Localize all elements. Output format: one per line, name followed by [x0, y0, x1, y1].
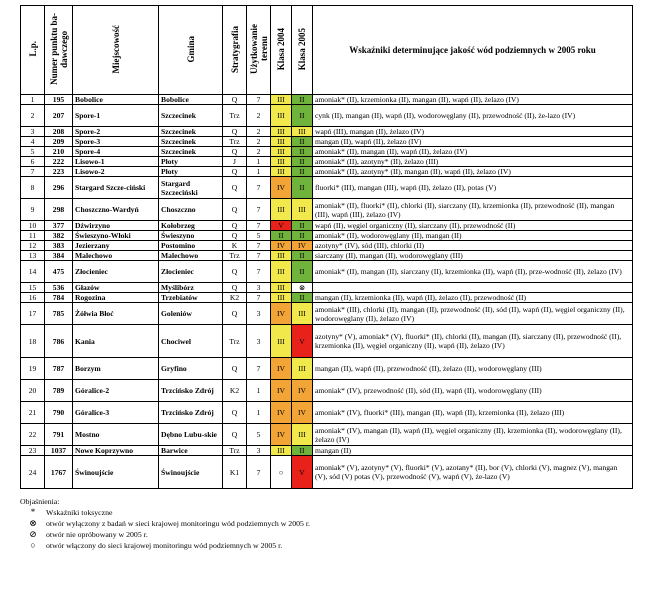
- cell-lp: 12: [21, 241, 45, 251]
- cell-class-2004: III: [271, 137, 292, 147]
- cell-indicators: amoniak* (II), krzemionka (II), mangan (II), wapń (II), żelazo (IV): [313, 95, 633, 105]
- cell-land-use: 1: [247, 157, 271, 167]
- cell-commune: Barwice: [159, 446, 223, 456]
- legend-item: [20, 507, 632, 518]
- cell-stratigraphy: Trz: [223, 105, 247, 127]
- cell-land-use: 7: [247, 358, 271, 380]
- table-row: [21, 456, 633, 489]
- cell-lp: 23: [21, 446, 45, 456]
- cell-place: Lisowo-2: [73, 167, 159, 177]
- cell-point-number: 296: [45, 177, 73, 199]
- cell-land-use: 7: [247, 251, 271, 261]
- cell-class-2005: III: [292, 358, 313, 380]
- cell-place: Bobolice: [73, 95, 159, 105]
- header-class-2005: Klasa 2005: [292, 6, 313, 95]
- cell-place: Spore-1: [73, 105, 159, 127]
- legend-text: Wskaźniki toksyczne: [46, 508, 113, 517]
- cell-indicators: azotyny* (IV), sód (III), chlorki (II): [313, 241, 633, 251]
- cell-class-2004: II: [271, 231, 292, 241]
- cell-class-2004: IV: [271, 380, 292, 402]
- cell-point-number: 475: [45, 261, 73, 283]
- cell-point-number: 787: [45, 358, 73, 380]
- cell-class-2005: III: [292, 303, 313, 325]
- cell-class-2005: II: [292, 105, 313, 127]
- cell-land-use: 1: [247, 402, 271, 424]
- cell-commune: Kołobrzeg: [159, 221, 223, 231]
- cell-point-number: 210: [45, 147, 73, 157]
- cell-place: Kania: [73, 325, 159, 358]
- cell-point-number: 209: [45, 137, 73, 147]
- table-row: [21, 231, 633, 241]
- cell-land-use: 7: [247, 261, 271, 283]
- cell-class-2005: II: [292, 167, 313, 177]
- header-place: Miejscowość: [73, 6, 159, 95]
- cell-class-2005: IV: [292, 241, 313, 251]
- cell-class-2004: IV: [271, 402, 292, 424]
- legend-title: Objaśnienia:: [20, 497, 60, 506]
- cell-stratigraphy: Q: [223, 402, 247, 424]
- cell-commune: Płoty: [159, 157, 223, 167]
- cell-indicators: amoniak* (II), azotyny* (II), żelazo (III): [313, 157, 633, 167]
- cell-place: Nowe Koprzywno: [73, 446, 159, 456]
- table-row: [21, 177, 633, 199]
- cell-commune: Stargard Szczeciński: [159, 177, 223, 199]
- cell-indicators: mangan (II), krzemionka (II), wapń (II), żelazo (II), przewodność (II): [313, 293, 633, 303]
- legend-items: [20, 507, 632, 551]
- table-row: [21, 402, 633, 424]
- cell-class-2004: III: [271, 127, 292, 137]
- cell-indicators: amoniak* (II), mangan (II), wapń (II), żelazo (IV): [313, 147, 633, 157]
- cell-indicators: amoniak* (II), wodorowęglany (II), mangan (II): [313, 231, 633, 241]
- cell-land-use: 2: [247, 147, 271, 157]
- cell-commune: Gryfino: [159, 358, 223, 380]
- cell-class-2004: III: [271, 167, 292, 177]
- cell-place: Góralice-3: [73, 402, 159, 424]
- cell-class-2004: III: [271, 157, 292, 167]
- cell-stratigraphy: Q: [223, 231, 247, 241]
- cell-commune: Szczecinek: [159, 105, 223, 127]
- cell-place: Góralice-2: [73, 380, 159, 402]
- header-class-2004: Klasa 2004: [271, 6, 292, 95]
- cell-point-number: 223: [45, 167, 73, 177]
- cell-class-2005: II: [292, 157, 313, 167]
- table-row: [21, 293, 633, 303]
- legend-notes: [20, 496, 632, 551]
- cell-land-use: 7: [247, 293, 271, 303]
- cell-class-2005: V: [292, 456, 313, 489]
- cell-place: Lisowo-1: [73, 157, 159, 167]
- cell-place: Głazów: [73, 283, 159, 293]
- cell-commune: Szczecinek: [159, 147, 223, 157]
- cell-commune: Świeszyno: [159, 231, 223, 241]
- cell-stratigraphy: Q: [223, 221, 247, 231]
- cell-lp: 22: [21, 424, 45, 446]
- cell-stratigraphy: K2: [223, 293, 247, 303]
- cell-stratigraphy: Trz: [223, 251, 247, 261]
- cell-class-2004: IV: [271, 424, 292, 446]
- cell-point-number: 382: [45, 231, 73, 241]
- cell-lp: 3: [21, 127, 45, 137]
- table-row: [21, 446, 633, 456]
- cell-stratigraphy: Trz: [223, 137, 247, 147]
- table-row: [21, 424, 633, 446]
- cell-indicators: amoniak* (V), azotyny* (V), fluorki* (V), azotany* (II), bor (V), chlorki (V), magnez (V), mangan (V), sód (V) potas (V), przewodność (V), wapń (V), że-lazo (V): [313, 456, 633, 489]
- cell-commune: Dębno Lubu-skie: [159, 424, 223, 446]
- cell-point-number: 383: [45, 241, 73, 251]
- cell-point-number: 195: [45, 95, 73, 105]
- cell-point-number: 536: [45, 283, 73, 293]
- header-point: Numer punktu ba- dawczego: [45, 6, 73, 95]
- cell-point-number: 222: [45, 157, 73, 167]
- cell-place: Rogozina: [73, 293, 159, 303]
- cell-land-use: 5: [247, 231, 271, 241]
- cell-class-2004: ○: [271, 456, 292, 489]
- table-row: [21, 358, 633, 380]
- cell-point-number: 785: [45, 303, 73, 325]
- table-row: [21, 127, 633, 137]
- cell-lp: 7: [21, 167, 45, 177]
- header-indicators: Wskaźniki determinujące jakość wód podziemnych w 2005 roku: [313, 6, 633, 95]
- table-row: [21, 147, 633, 157]
- cell-class-2004: III: [271, 199, 292, 221]
- cell-class-2005: II: [292, 221, 313, 231]
- cell-land-use: 7: [247, 241, 271, 251]
- cell-place: Jezierzany: [73, 241, 159, 251]
- cell-commune: Postomino: [159, 241, 223, 251]
- cell-commune: Myślibórz: [159, 283, 223, 293]
- table-header-row: [21, 6, 633, 95]
- header-stratigraphy: Stratygrafia: [223, 6, 247, 95]
- cell-land-use: 2: [247, 105, 271, 127]
- cell-commune: Szczecinek: [159, 137, 223, 147]
- cell-point-number: 207: [45, 105, 73, 127]
- cell-indicators: [313, 283, 633, 293]
- cell-lp: 11: [21, 231, 45, 241]
- table-row: [21, 283, 633, 293]
- cell-point-number: 384: [45, 251, 73, 261]
- legend-text: otwór włączony do sieci krajowej monitoringu wód podziemnych w 2005 r.: [46, 541, 283, 550]
- cell-lp: 10: [21, 221, 45, 231]
- cell-place: Spore-4: [73, 147, 159, 157]
- cell-lp: 9: [21, 199, 45, 221]
- cell-lp: 2: [21, 105, 45, 127]
- table-row: [21, 167, 633, 177]
- cell-land-use: 3: [247, 446, 271, 456]
- cell-class-2004: III: [271, 95, 292, 105]
- cell-commune: Świnoujście: [159, 456, 223, 489]
- cell-commune: Trzcińsko Zdrój: [159, 402, 223, 424]
- cell-class-2005: III: [292, 127, 313, 137]
- cell-indicators: wapń (II), węgiel organiczny (II), siarczany (II), przewodność (II): [313, 221, 633, 231]
- cell-point-number: 791: [45, 424, 73, 446]
- cell-class-2004: III: [271, 325, 292, 358]
- cell-indicators: mangan (II), wapń (II), żelazo (IV): [313, 137, 633, 147]
- cell-place: Stargard Szcze-ciński: [73, 177, 159, 199]
- cell-stratigraphy: Q: [223, 177, 247, 199]
- cell-land-use: 7: [247, 177, 271, 199]
- cell-stratigraphy: Trz: [223, 325, 247, 358]
- cell-place: Choszczno-Wardyń: [73, 199, 159, 221]
- cell-lp: 13: [21, 251, 45, 261]
- cell-lp: 24: [21, 456, 45, 489]
- cell-class-2004: III: [271, 293, 292, 303]
- cell-indicators: siarczany (II), mangan (II), wodorowęglany (III): [313, 251, 633, 261]
- cell-stratigraphy: Q: [223, 127, 247, 137]
- cell-class-2004: III: [271, 147, 292, 157]
- cell-indicators: amoniak* (II), fluorki* (II), chlorki (II), siarczany (II), krzemionka (II), przewodność (II), mangan (III), wapń (III), żelazo (IV): [313, 199, 633, 221]
- cell-point-number: 789: [45, 380, 73, 402]
- cell-indicators: amoniak* (IV), fluorki* (III), mangan (II), wapń (II), krzemionka (II), żelazo (III): [313, 402, 633, 424]
- cell-land-use: 7: [247, 95, 271, 105]
- legend-item: [20, 518, 632, 529]
- legend-item: [20, 529, 632, 540]
- cell-indicators: fluorki* (III), mangan (III), wapń (II), żelazo (II), potas (V): [313, 177, 633, 199]
- cell-stratigraphy: J: [223, 157, 247, 167]
- cell-place: Złocieniec: [73, 261, 159, 283]
- cell-stratigraphy: K: [223, 241, 247, 251]
- cell-class-2005: III: [292, 424, 313, 446]
- cell-class-2004: V: [271, 221, 292, 231]
- table-row: [21, 380, 633, 402]
- cell-commune: Chociwel: [159, 325, 223, 358]
- cell-lp: 5: [21, 147, 45, 157]
- cell-class-2005: V: [292, 325, 313, 358]
- cell-class-2005: ⊗: [292, 283, 313, 293]
- cell-class-2005: II: [292, 293, 313, 303]
- cell-commune: Bobolice: [159, 95, 223, 105]
- legend-item: [20, 540, 632, 551]
- cell-class-2004: III: [271, 105, 292, 127]
- cell-lp: 19: [21, 358, 45, 380]
- cell-lp: 6: [21, 157, 45, 167]
- legend-symbol-icon: ⊗: [29, 518, 37, 528]
- cell-class-2004: IV: [271, 358, 292, 380]
- cell-point-number: 1767: [45, 456, 73, 489]
- cell-lp: 4: [21, 137, 45, 147]
- cell-class-2004: III: [271, 283, 292, 293]
- cell-class-2005: II: [292, 137, 313, 147]
- cell-lp: 1: [21, 95, 45, 105]
- cell-stratigraphy: K1: [223, 456, 247, 489]
- table-row: [21, 241, 633, 251]
- cell-class-2004: IV: [271, 303, 292, 325]
- cell-indicators: amoniak* (II), mangan (II), siarczany (II), krzemionka (II), wapń (II), prze-wodność (II), żelazo (IV): [313, 261, 633, 283]
- table-row: [21, 199, 633, 221]
- cell-indicators: azotyny* (V), amoniak* (V), fluorki* (II), chlorki (II), mangan (II), siarczany (II), przewodność (II), krzemionka (II), węgiel organiczny (II), wapń (II), żelazo (IV): [313, 325, 633, 358]
- cell-class-2005: II: [292, 177, 313, 199]
- water-quality-table: [20, 5, 633, 489]
- cell-class-2005: II: [292, 231, 313, 241]
- cell-stratigraphy: Q: [223, 303, 247, 325]
- cell-land-use: 5: [247, 424, 271, 446]
- cell-indicators: mangan (II), wapń (II), przewodność (II), żelazo (II), wodorowęglany (III): [313, 358, 633, 380]
- cell-stratigraphy: Q: [223, 167, 247, 177]
- cell-class-2005: IV: [292, 402, 313, 424]
- cell-point-number: 377: [45, 221, 73, 231]
- cell-land-use: 3: [247, 325, 271, 358]
- cell-indicators: mangan (II): [313, 446, 633, 456]
- header-commune: Gmina: [159, 6, 223, 95]
- cell-class-2005: II: [292, 251, 313, 261]
- cell-point-number: 784: [45, 293, 73, 303]
- cell-place: Spore-2: [73, 127, 159, 137]
- cell-class-2004: III: [271, 446, 292, 456]
- cell-land-use: 2: [247, 127, 271, 137]
- legend-symbol-icon: *: [30, 507, 36, 517]
- cell-point-number: 298: [45, 199, 73, 221]
- cell-commune: Złocieniec: [159, 261, 223, 283]
- cell-land-use: 1: [247, 167, 271, 177]
- cell-indicators: cynk (II), mangan (II), wapń (II), wodorowęglany (II), przewodność (II), że-lazo (IV): [313, 105, 633, 127]
- cell-stratigraphy: Q: [223, 95, 247, 105]
- legend-text: otwór wyłączony z badań w sieci krajowej monitoringu wód podziemnych w 2005 r.: [46, 519, 310, 528]
- cell-commune: Płoty: [159, 167, 223, 177]
- table-row: [21, 105, 633, 127]
- cell-land-use: 7: [247, 456, 271, 489]
- cell-indicators: amoniak* (IV), przewodność (II), sód (II), wapń (II), wodorowęglany (III): [313, 380, 633, 402]
- table-row: [21, 137, 633, 147]
- table-body: [21, 95, 633, 489]
- cell-class-2005: IV: [292, 380, 313, 402]
- cell-commune: Trzcińsko Zdrój: [159, 380, 223, 402]
- table-row: [21, 221, 633, 231]
- cell-place: Świnoujście: [73, 456, 159, 489]
- table-row: [21, 303, 633, 325]
- cell-class-2004: IV: [271, 241, 292, 251]
- cell-commune: Trzebiatów: [159, 293, 223, 303]
- cell-class-2004: III: [271, 251, 292, 261]
- cell-point-number: 790: [45, 402, 73, 424]
- cell-stratigraphy: Q: [223, 147, 247, 157]
- table-row: [21, 95, 633, 105]
- cell-stratigraphy: Q: [223, 199, 247, 221]
- cell-stratigraphy: Q: [223, 424, 247, 446]
- cell-indicators: amoniak* (IV), mangan (II), wapń (II), węgiel organiczny (II), krzemionka (II), wodorowęglany (II), żelazo (IV): [313, 424, 633, 446]
- cell-commune: Choszczno: [159, 199, 223, 221]
- cell-lp: 21: [21, 402, 45, 424]
- cell-stratigraphy: Q: [223, 261, 247, 283]
- cell-land-use: 1: [247, 380, 271, 402]
- cell-lp: 18: [21, 325, 45, 358]
- cell-place: Malechowo: [73, 251, 159, 261]
- cell-commune: Szczecinek: [159, 127, 223, 137]
- table-row: [21, 261, 633, 283]
- cell-indicators: amoniak* (III), chlorki (II), mangan (II), przewodność (II), sód (II), wapń (II), węgiel organiczny (II), wodorowęglany (II), żelazo (IV): [313, 303, 633, 325]
- cell-indicators: wapń (III), mangan (II), żelazo (IV): [313, 127, 633, 137]
- table-row: [21, 157, 633, 167]
- cell-class-2004: IV: [271, 177, 292, 199]
- cell-lp: 15: [21, 283, 45, 293]
- cell-class-2004: III: [271, 261, 292, 283]
- cell-point-number: 208: [45, 127, 73, 137]
- cell-stratigraphy: Q: [223, 358, 247, 380]
- table-row: [21, 251, 633, 261]
- cell-place: Świeszyno-Włoki: [73, 231, 159, 241]
- cell-stratigraphy: Trz: [223, 446, 247, 456]
- cell-place: Dźwirzyno: [73, 221, 159, 231]
- cell-indicators: amoniak* (II), azotyny* (II), mangan (II), wapń (II), żelazo (IV): [313, 167, 633, 177]
- cell-class-2005: II: [292, 446, 313, 456]
- legend-text: otwór nie opróbowany w 2005 r.: [46, 530, 148, 539]
- cell-stratigraphy: Q: [223, 283, 247, 293]
- cell-point-number: 1037: [45, 446, 73, 456]
- cell-class-2005: II: [292, 147, 313, 157]
- cell-commune: Malechowo: [159, 251, 223, 261]
- cell-land-use: 3: [247, 303, 271, 325]
- cell-lp: 16: [21, 293, 45, 303]
- cell-land-use: 3: [247, 283, 271, 293]
- cell-place: Borzym: [73, 358, 159, 380]
- cell-place: Mostno: [73, 424, 159, 446]
- cell-stratigraphy: K2: [223, 380, 247, 402]
- cell-class-2005: II: [292, 261, 313, 283]
- cell-lp: 8: [21, 177, 45, 199]
- cell-lp: 20: [21, 380, 45, 402]
- cell-point-number: 786: [45, 325, 73, 358]
- cell-commune: Goleniów: [159, 303, 223, 325]
- cell-land-use: 7: [247, 199, 271, 221]
- table-row: [21, 325, 633, 358]
- cell-place: Żółwia Błoć: [73, 303, 159, 325]
- cell-land-use: 2: [247, 137, 271, 147]
- document-sheet: [20, 5, 632, 551]
- legend-symbol-icon: ⊘: [29, 529, 37, 539]
- cell-place: Spore-3: [73, 137, 159, 147]
- cell-class-2005: III: [292, 199, 313, 221]
- legend-symbol-icon: ○: [30, 540, 36, 550]
- header-land-use: Użytkowanie terenu: [247, 6, 271, 95]
- cell-lp: 17: [21, 303, 45, 325]
- header-lp: L.p.: [21, 6, 45, 95]
- cell-land-use: 7: [247, 221, 271, 231]
- cell-lp: 14: [21, 261, 45, 283]
- cell-class-2005: II: [292, 95, 313, 105]
